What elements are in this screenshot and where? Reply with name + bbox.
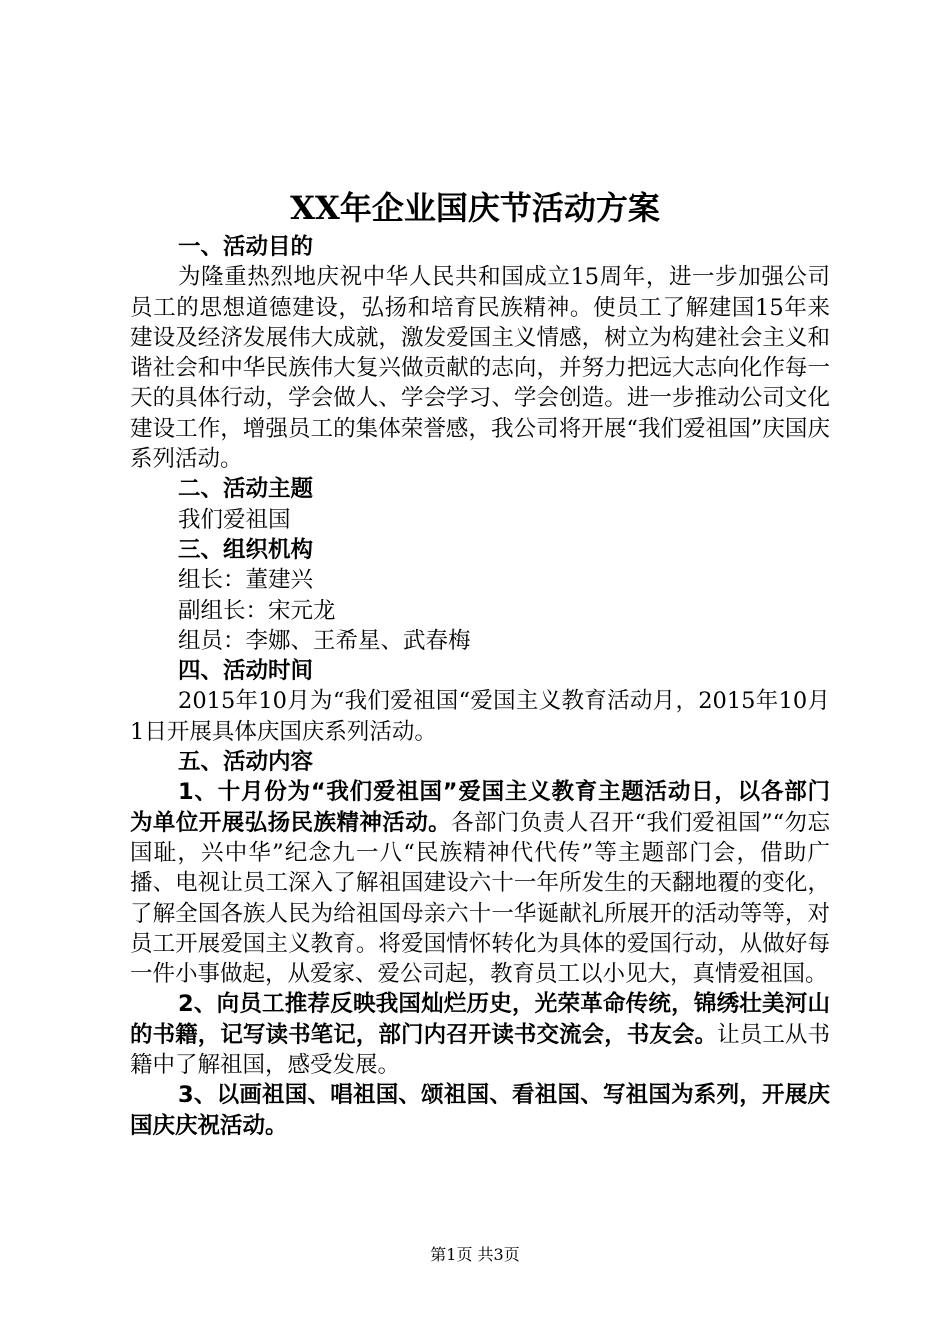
section-heading-time: 四、活动时间: [178, 658, 314, 685]
section-heading-theme: 二、活动主题: [178, 476, 314, 503]
content-item-2: [130, 989, 830, 1080]
content-item-2-text: 让员工从书籍中了解祖国，感受发展。: [130, 1021, 830, 1079]
document-body: [130, 232, 830, 1141]
document-title: XX年企业国庆节活动方案: [290, 189, 660, 227]
content-item-1: [130, 777, 830, 989]
content-item-1-text: 各部门负责人召开“我们爱祖国”“勿忘国耻，兴中华”纪念九一八“民族精神代代传”等主题部门会，借助广播、电视让员工深入了解祖国建设六十一年所发生的天翻地覆的变化，了解全国各族人民为给祖国母亲六十一华诞献礼所展开的活动等等，对员工开展爱国主义教育。将爱国情怀转化为具体的爱国行动，从做好每一件小事做起，从爱家、爱公司起，教育员工以小见大，真情爱祖国。: [130, 809, 830, 988]
org-vice-leader: 副组长：宋元龙: [178, 597, 336, 624]
paragraph-purpose: 为隆重热烈地庆祝中华人民共和国成立15周年，进一步加强公司员工的思想道德建设，弘扬和培育民族精神。使员工了解建国15年来建设及经济发展伟大成就，激发爱国主义情感，树立为构建社会主义和谐社会和中华民族伟大复兴做贡献的志向，并努力把远大志向化作每一天的具体行动，学会做人、学会学习、学会创造。进一步推动公司文化建设工作，增强员工的集体荣誉感，我公司将开展“我们爱祖国”庆国庆系列活动。: [130, 264, 830, 473]
paragraph-time: 2015年10月为“我们爱祖国“爱国主义教育活动月，2015年10月1日开展具体庆国庆系列活动。: [130, 688, 830, 745]
page-footer: 第1页 共3页: [430, 1245, 520, 1264]
content-item-3: [130, 1080, 830, 1141]
section-heading-content: 五、活动内容: [178, 749, 314, 776]
paragraph-theme: 我们爱祖国: [178, 506, 291, 533]
section-heading-organization: 三、组织机构: [178, 536, 314, 563]
content-item-1-lead: 1、十月份为“我们爱祖国”爱国主义教育主题活动日，以各部门为单位开展弘扬民族精神活动。: [130, 779, 830, 836]
org-members: 组员：李娜、王希星、武春梅: [178, 627, 471, 654]
section-heading-purpose: 一、活动目的: [178, 234, 314, 260]
content-item-2-lead: 2、向员工推荐反映我国灿烂历史，光荣革命传统，锦绣壮美河山的书籍，记写读书笔记，部门内召开读书交流会，书友会。: [130, 991, 830, 1048]
content-item-3-lead: 3、以画祖国、唱祖国、颂祖国、看祖国、写祖国为系列，开展庆国庆庆祝活动。: [130, 1082, 830, 1139]
org-leader: 组长：董建兴: [178, 567, 314, 594]
